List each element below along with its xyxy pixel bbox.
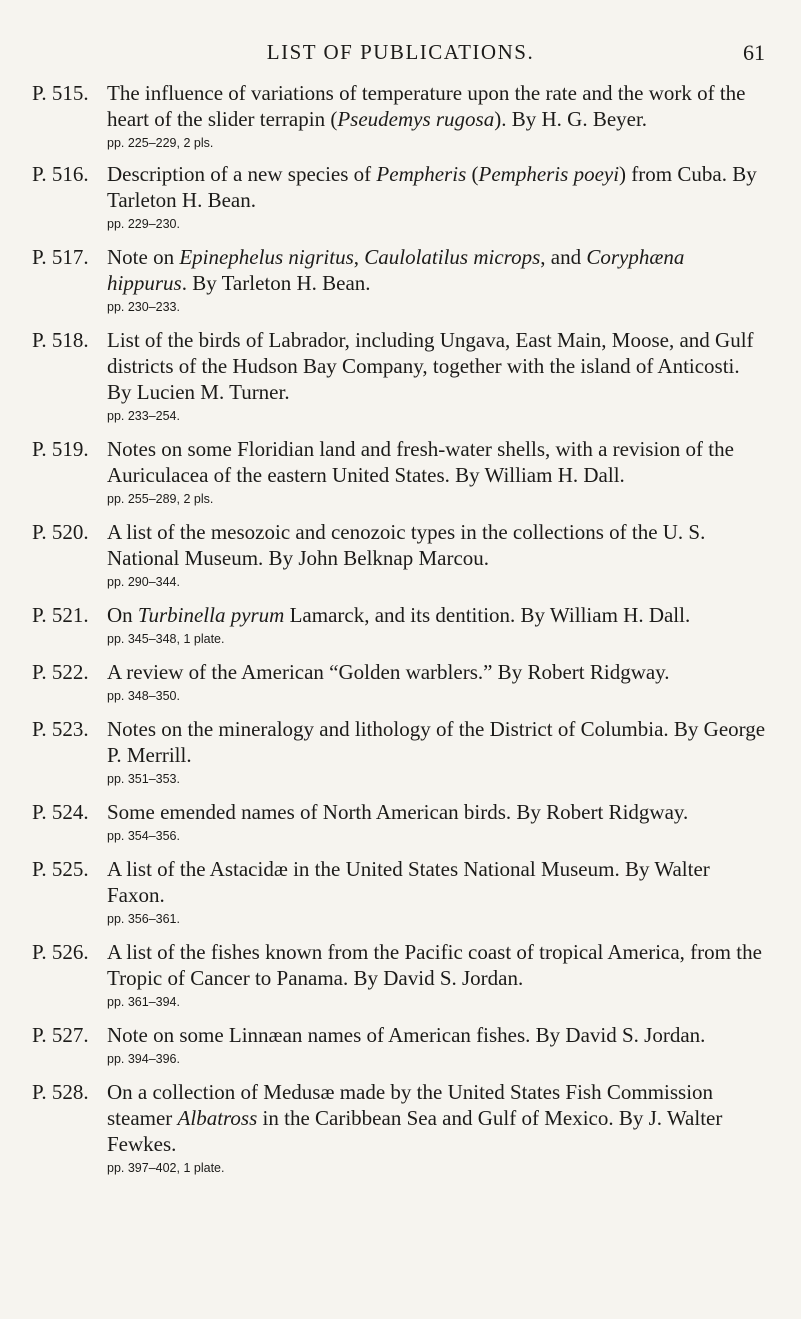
citation-italic: Albatross xyxy=(177,1106,258,1130)
publication-entry xyxy=(32,436,767,507)
entry-number: P. 517. xyxy=(32,245,89,269)
citation-text: A review of the American “Golden warblers.” By Robert Ridgway. xyxy=(107,660,670,684)
citation-text: Note on some Linnæan names of American fishes. By David S. Jordan. xyxy=(107,1023,706,1047)
entry-pages: pp. 356–361. xyxy=(107,912,180,926)
entry-pages: pp. 233–254. xyxy=(107,409,180,423)
entry-number: P. 524. xyxy=(32,800,89,824)
citation-text: ). By H. G. Beyer. xyxy=(494,107,648,131)
citation-italic: Turbinella pyrum xyxy=(137,603,285,627)
entry-citation xyxy=(107,1022,767,1048)
entry-pages: pp. 230–233. xyxy=(107,300,180,314)
entry-number: P. 520. xyxy=(32,520,89,544)
citation-italic: Caulolatilus microps xyxy=(364,245,541,269)
citation-italic: Epinephelus nigritus xyxy=(179,245,354,269)
citation-italic: Coryphæna hippurus xyxy=(107,245,685,295)
citation-italic: Pempheris xyxy=(376,162,467,186)
entry-citation xyxy=(107,1079,767,1157)
entry-pages: pp. 290–344. xyxy=(107,575,180,589)
citation-text: A list of the mesozoic and cenozoic types in the collections of the U. S. National Museum. By John Belknap Marcou. xyxy=(107,520,706,570)
citation-text: A list of the Astacidæ in the United States National Museum. By Walter Faxon. xyxy=(107,857,710,907)
entry-pages: pp. 397–402, 1 plate. xyxy=(107,1161,225,1175)
citation-text: ) from Cuba. By Tarleton H. Bean. xyxy=(107,162,757,212)
entry-number: P. 516. xyxy=(32,162,89,186)
citation-text: Notes on some Floridian land and fresh-water shells, with a revision of the Auriculacea of the eastern United States. By William H. Dall. xyxy=(107,437,734,487)
entry-citation xyxy=(107,659,767,685)
citation-text: A list of the fishes known from the Pacific coast of tropical America, from the Tropic of Cancer to Panama. By David S. Jordan. xyxy=(107,940,762,990)
entry-pages: pp. 361–394. xyxy=(107,995,180,1009)
citation-text: ( xyxy=(466,162,479,186)
citation-text: , xyxy=(353,245,365,269)
publication-entry xyxy=(32,1022,767,1067)
entry-citation xyxy=(107,602,767,628)
entry-citation xyxy=(107,244,767,296)
citation-text: . By Tarleton H. Bean. xyxy=(181,271,371,295)
entry-pages: pp. 255–289, 2 pls. xyxy=(107,492,214,506)
citation-text: in the Caribbean Sea and Gulf of Mexico. By J. Walter Fewkes. xyxy=(107,1106,723,1156)
entry-number: P. 519. xyxy=(32,437,89,461)
citation-text: On a collection of Medusæ made by the United States Fish Commission steamer xyxy=(107,1080,714,1130)
citation-text: Lamarck, and its dentition. By William H. Dall. xyxy=(284,603,691,627)
citation-text: On xyxy=(107,603,138,627)
page-number: 61 xyxy=(743,40,765,65)
entry-pages: pp. 345–348, 1 plate. xyxy=(107,632,225,646)
publication-entry xyxy=(32,519,767,590)
entry-pages: pp. 351–353. xyxy=(107,772,180,786)
entry-pages: pp. 225–229, 2 pls. xyxy=(107,136,214,150)
running-head: LIST OF PUBLICATIONS. xyxy=(266,40,535,64)
publication-entry xyxy=(32,602,767,647)
entry-citation xyxy=(107,716,767,768)
entry-number: P. 527. xyxy=(32,1023,89,1047)
publication-entry xyxy=(32,80,767,151)
entry-number: P. 515. xyxy=(32,81,89,105)
citation-text: The influence of variations of temperature upon the rate and the work of the heart of the slider terrapin ( xyxy=(107,81,746,131)
entry-citation xyxy=(107,799,767,825)
entry-pages: pp. 229–230. xyxy=(107,217,180,231)
publication-entry xyxy=(32,856,767,927)
citation-italic: Pseudemys rugosa xyxy=(337,107,495,131)
entry-number: P. 528. xyxy=(32,1080,89,1104)
entry-number: P. 518. xyxy=(32,328,89,352)
citation-text: List of the birds of Labrador, including Ungava, East Main, Moose, and Gulf districts of the Hudson Bay Company, together with the island of Anticosti. By Lucien M. Turner. xyxy=(107,328,754,404)
publication-entry xyxy=(32,939,767,1010)
entry-pages: pp. 394–396. xyxy=(107,1052,180,1066)
publication-entry xyxy=(32,659,767,704)
entry-number: P. 521. xyxy=(32,603,89,627)
entry-number: P. 523. xyxy=(32,717,89,741)
entry-citation xyxy=(107,856,767,908)
citation-text: Note on xyxy=(107,245,180,269)
entry-citation xyxy=(107,80,767,132)
entry-number: P. 525. xyxy=(32,857,89,881)
citation-text: , and xyxy=(540,245,587,269)
entry-pages: pp. 354–356. xyxy=(107,829,180,843)
publication-entry xyxy=(32,327,767,424)
entry-citation xyxy=(107,939,767,991)
entry-citation xyxy=(107,327,767,405)
entry-citation xyxy=(107,161,767,213)
publication-entry xyxy=(32,716,767,787)
entry-number: P. 526. xyxy=(32,940,89,964)
citation-text: Some emended names of North American birds. By Robert Ridgway. xyxy=(107,800,689,824)
citation-text: Notes on the mineralogy and lithology of the District of Columbia. By George P. Merrill. xyxy=(107,717,766,767)
publication-list xyxy=(32,80,767,1176)
entry-pages: pp. 348–350. xyxy=(107,689,180,703)
publication-entry xyxy=(32,244,767,315)
entry-citation xyxy=(107,519,767,571)
citation-text: Description of a new species of xyxy=(107,162,377,186)
entry-number: P. 522. xyxy=(32,660,89,684)
page-header xyxy=(0,40,801,70)
citation-italic: Pempheris poeyi xyxy=(478,162,620,186)
publication-entry xyxy=(32,1079,767,1176)
entry-citation xyxy=(107,436,767,488)
publication-entry xyxy=(32,161,767,232)
publication-entry xyxy=(32,799,767,844)
